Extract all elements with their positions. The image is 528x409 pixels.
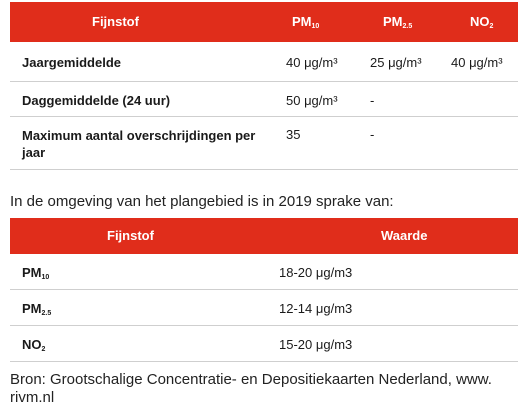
header-fijnstof: Fijnstof bbox=[92, 14, 139, 29]
waarde-value: 15-20 μg/m3 bbox=[279, 337, 353, 352]
values-table-header bbox=[10, 218, 518, 254]
pm25-value: 25 μg/m³ bbox=[370, 55, 422, 70]
waarde-value: 12-14 μg/m3 bbox=[279, 301, 353, 316]
pm10-value: 40 μg/m³ bbox=[286, 55, 338, 70]
norms-table bbox=[10, 2, 518, 170]
header-waarde: Waarde bbox=[381, 228, 428, 243]
pm10-value: 50 μg/m³ bbox=[286, 93, 338, 108]
row-label: Maximum aantal overschrijdingen per jaar bbox=[22, 128, 256, 160]
header-fijnstof: Fijnstof bbox=[107, 228, 154, 243]
table-row bbox=[10, 290, 518, 326]
header-no2: $NO_2$ bbox=[470, 14, 494, 30]
substance-label: $PM_{2.5}$ bbox=[22, 301, 52, 317]
pm25-value: - bbox=[370, 127, 375, 142]
pm25-value: - bbox=[370, 93, 375, 108]
norms-table-header bbox=[10, 2, 518, 42]
header-pm10: $PM_{10}$ bbox=[292, 14, 320, 30]
source-note: Bron: Grootschalige Concentratie- en Depositiekaarten Nederland, www. rivm.nl bbox=[10, 371, 492, 406]
table-row bbox=[10, 117, 518, 170]
row-label: Daggemiddelde (24 uur) bbox=[22, 93, 171, 108]
table-row bbox=[10, 326, 518, 362]
substance-label: $PM_{10}$ bbox=[22, 265, 50, 281]
table-row bbox=[10, 42, 518, 82]
no2-value: 40 μg/m³ bbox=[451, 55, 503, 70]
table-row bbox=[10, 254, 518, 290]
values-table bbox=[10, 218, 518, 362]
intro-text: In de omgeving van het plangebied is in 2019 sprake van: bbox=[10, 193, 394, 210]
table-row bbox=[10, 82, 518, 117]
waarde-value: 18-20 μg/m3 bbox=[279, 265, 353, 280]
header-pm25: $PM_{2.5}$ bbox=[383, 14, 413, 30]
substance-label: $NO_2$ bbox=[22, 337, 46, 353]
pm10-value: 35 bbox=[286, 127, 301, 142]
row-label: Jaargemiddelde bbox=[22, 55, 121, 70]
